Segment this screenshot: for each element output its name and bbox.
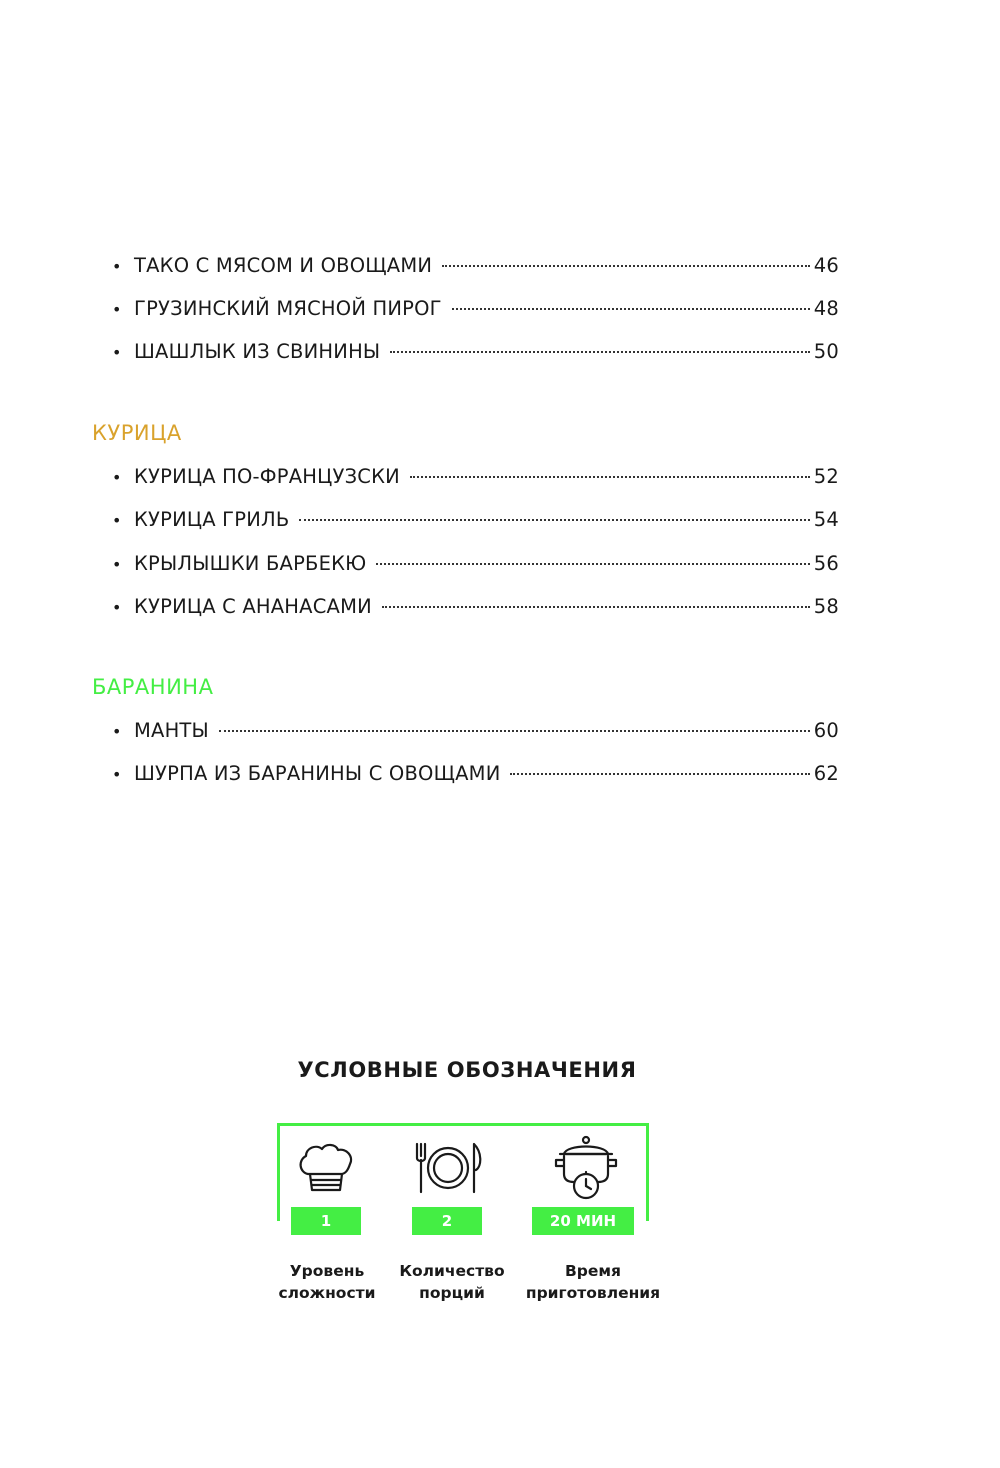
pot-timer-icon <box>552 1134 620 1204</box>
bullet: • <box>112 300 122 319</box>
toc-entry-title: МАНТЫ <box>134 719 209 742</box>
cook-time-label-line2: приготовления <box>525 1284 661 1302</box>
servings-badge: 2 <box>412 1207 482 1235</box>
bullet: • <box>112 511 122 530</box>
toc-entry[interactable] <box>112 595 839 625</box>
toc-entry-page: 46 <box>813 254 839 277</box>
dot-leader <box>382 605 810 608</box>
chef-hat-icon <box>296 1140 356 1196</box>
toc-entry-title: ТАКО С МЯСОМ И ОВОЩАМИ <box>134 254 433 277</box>
toc-entry-page: 62 <box>813 762 839 785</box>
section-heading-lamb: БАРАНИНА <box>92 675 214 699</box>
legend-title: УСЛОВНЫЕ ОБОЗНАЧЕНИЯ <box>297 1058 637 1082</box>
bullet: • <box>112 257 122 276</box>
cook-time-badge: 20 МИН <box>532 1207 634 1235</box>
toc-entry-page: 60 <box>813 719 839 742</box>
bullet: • <box>112 343 122 362</box>
dot-leader <box>376 562 809 565</box>
toc-entry[interactable] <box>112 762 839 792</box>
dot-leader <box>510 772 809 775</box>
toc-entry-title: ГРУЗИНСКИЙ МЯСНОЙ ПИРОГ <box>134 297 442 320</box>
dot-leader <box>299 518 809 521</box>
bullet: • <box>112 765 122 784</box>
cook-time-label <box>513 1260 673 1304</box>
difficulty-label-line2: сложности <box>278 1284 376 1302</box>
bullet: • <box>112 598 122 617</box>
dot-leader <box>452 307 810 310</box>
toc-entry-title: ШАШЛЫК ИЗ СВИНИНЫ <box>134 340 381 363</box>
dot-leader <box>219 729 810 732</box>
toc-entry-title: КУРИЦА ПО-ФРАНЦУЗСКИ <box>134 465 400 488</box>
toc-entry[interactable] <box>112 552 839 582</box>
toc-entry-title: КРЫЛЫШКИ БАРБЕКЮ <box>134 552 367 575</box>
servings-label-line2: порций <box>419 1284 485 1302</box>
toc-entry[interactable] <box>112 465 839 495</box>
difficulty-badge: 1 <box>291 1207 361 1235</box>
toc-entry-page: 58 <box>813 595 839 618</box>
dot-leader <box>390 350 809 353</box>
dot-leader <box>410 475 810 478</box>
toc-entry-page: 52 <box>813 465 839 488</box>
toc-entry[interactable] <box>112 254 839 284</box>
toc-entry-title: ШУРПА ИЗ БАРАНИНЫ С ОВОЩАМИ <box>134 762 501 785</box>
dot-leader <box>442 264 810 267</box>
section-heading-chicken: КУРИЦА <box>92 421 182 445</box>
toc-entry-page: 48 <box>813 297 839 320</box>
difficulty-label-line1: Уровень <box>289 1262 365 1280</box>
servings-label <box>372 1260 532 1304</box>
toc-entry-title: КУРИЦА С АНАНАСАМИ <box>134 595 372 618</box>
toc-entry[interactable] <box>112 719 839 749</box>
cook-time-label-line1: Время <box>564 1262 622 1280</box>
bullet: • <box>112 468 122 487</box>
toc-entry[interactable] <box>112 297 839 327</box>
toc-entry[interactable] <box>112 340 839 370</box>
toc-entry-page: 50 <box>813 340 839 363</box>
servings-label-line1: Количество <box>399 1262 505 1280</box>
toc-entry[interactable] <box>112 508 839 538</box>
plate-cutlery-icon <box>412 1140 484 1196</box>
toc-entry-title: КУРИЦА ГРИЛЬ <box>134 508 290 531</box>
bullet: • <box>112 555 122 574</box>
bullet: • <box>112 722 122 741</box>
toc-entry-page: 54 <box>813 508 839 531</box>
toc-entry-page: 56 <box>813 552 839 575</box>
